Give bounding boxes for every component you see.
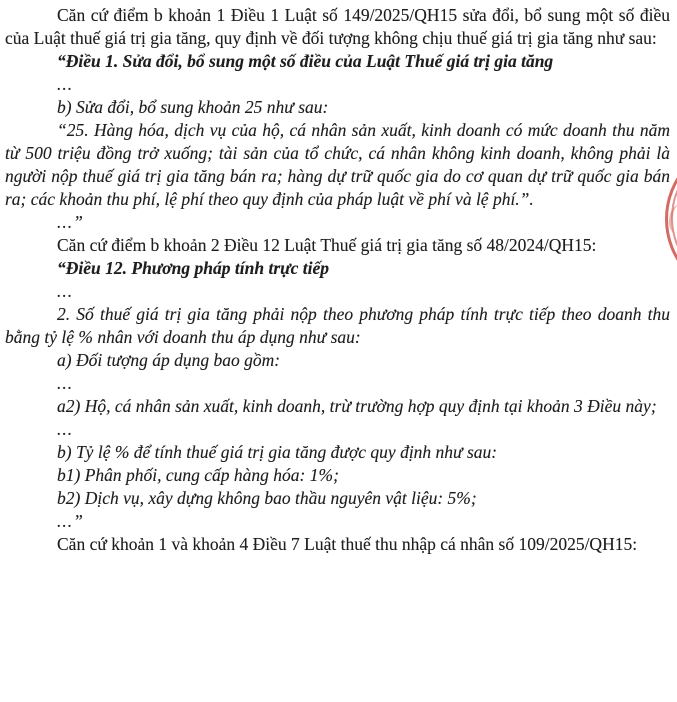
ellipsis-line-3: ... [57,373,74,393]
ellipsis-line-4: ... [57,419,74,439]
para-can-cu-luat-149-2025: Căn cứ điểm b khoản 1 Điều 1 Luật số 149/2025/QH15 sửa đổi, bổ sung một số điều của Luật thuế giá trị gia tăng, quy định về đối tượng không chịu thuế giá trị gia tăng như sau: [5,5,670,48]
heading-dieu-1: “Điều 1. Sửa đổi, bổ sung một số điều của Luật Thuế giá trị gia tăng [57,51,554,71]
para-2-so-thue-gtgt: 2. Số thuế giá trị gia tăng phải nộp theo phương pháp tính trực tiếp theo doanh thu bằng tỷ lệ % nhân với doanh thu áp dụng như sau: [5,304,670,347]
heading-dieu-12: “Điều 12. Phương pháp tính trực tiếp [57,258,329,278]
ellipsis-line-2: ... [57,281,74,301]
ellipsis-line-1: ... [57,74,74,94]
para-can-cu-luat-48-2024: Căn cứ điểm b khoản 2 Điều 12 Luật Thuế giá trị gia tăng số 48/2024/QH15: [57,235,597,255]
para-can-cu-luat-109-2025: Căn cứ khoản 1 và khoản 4 Điều 7 Luật thuế thu nhập cá nhân số 109/2025/QH15: [57,534,638,554]
para-b-ty-le-phan-tram: b) Tỷ lệ % để tính thuế giá trị gia tăng được quy định như sau: [57,442,498,462]
para-a-doi-tuong-ap-dung: a) Đối tượng áp dụng bao gồm: [57,350,281,370]
ellipsis-close-quote-2: ...” [57,511,84,531]
para-b-sua-doi-khoan-25: b) Sửa đổi, bổ sung khoản 25 như sau: [57,97,329,117]
para-b2-dich-vu: b2) Dịch vụ, xây dựng không bao thầu nguyên vật liệu: 5%; [57,488,477,508]
para-khoan-25-noi-dung: “25. Hàng hóa, dịch vụ của hộ, cá nhân sản xuất, kinh doanh có mức doanh thu năm từ 500 triệu đồng trở xuống; tài sản của tổ chức, cá nhân không kinh doanh, không phải là người nộp thuế giá trị gia tăng bán ra; hàng dự trữ quốc gia do cơ quan dự trữ quốc gia bán ra; các khoản thu phí, lệ phí theo quy định của pháp luật về phí và lệ phí.”. [5,120,670,209]
ellipsis-close-quote-1: ...” [57,212,84,232]
para-a2-ho-ca-nhan: a2) Hộ, cá nhân sản xuất, kinh doanh, trừ trường hợp quy định tại khoản 3 Điều này; [57,396,657,416]
para-b1-phan-phoi: b1) Phân phối, cung cấp hàng hóa: 1%; [57,465,339,485]
